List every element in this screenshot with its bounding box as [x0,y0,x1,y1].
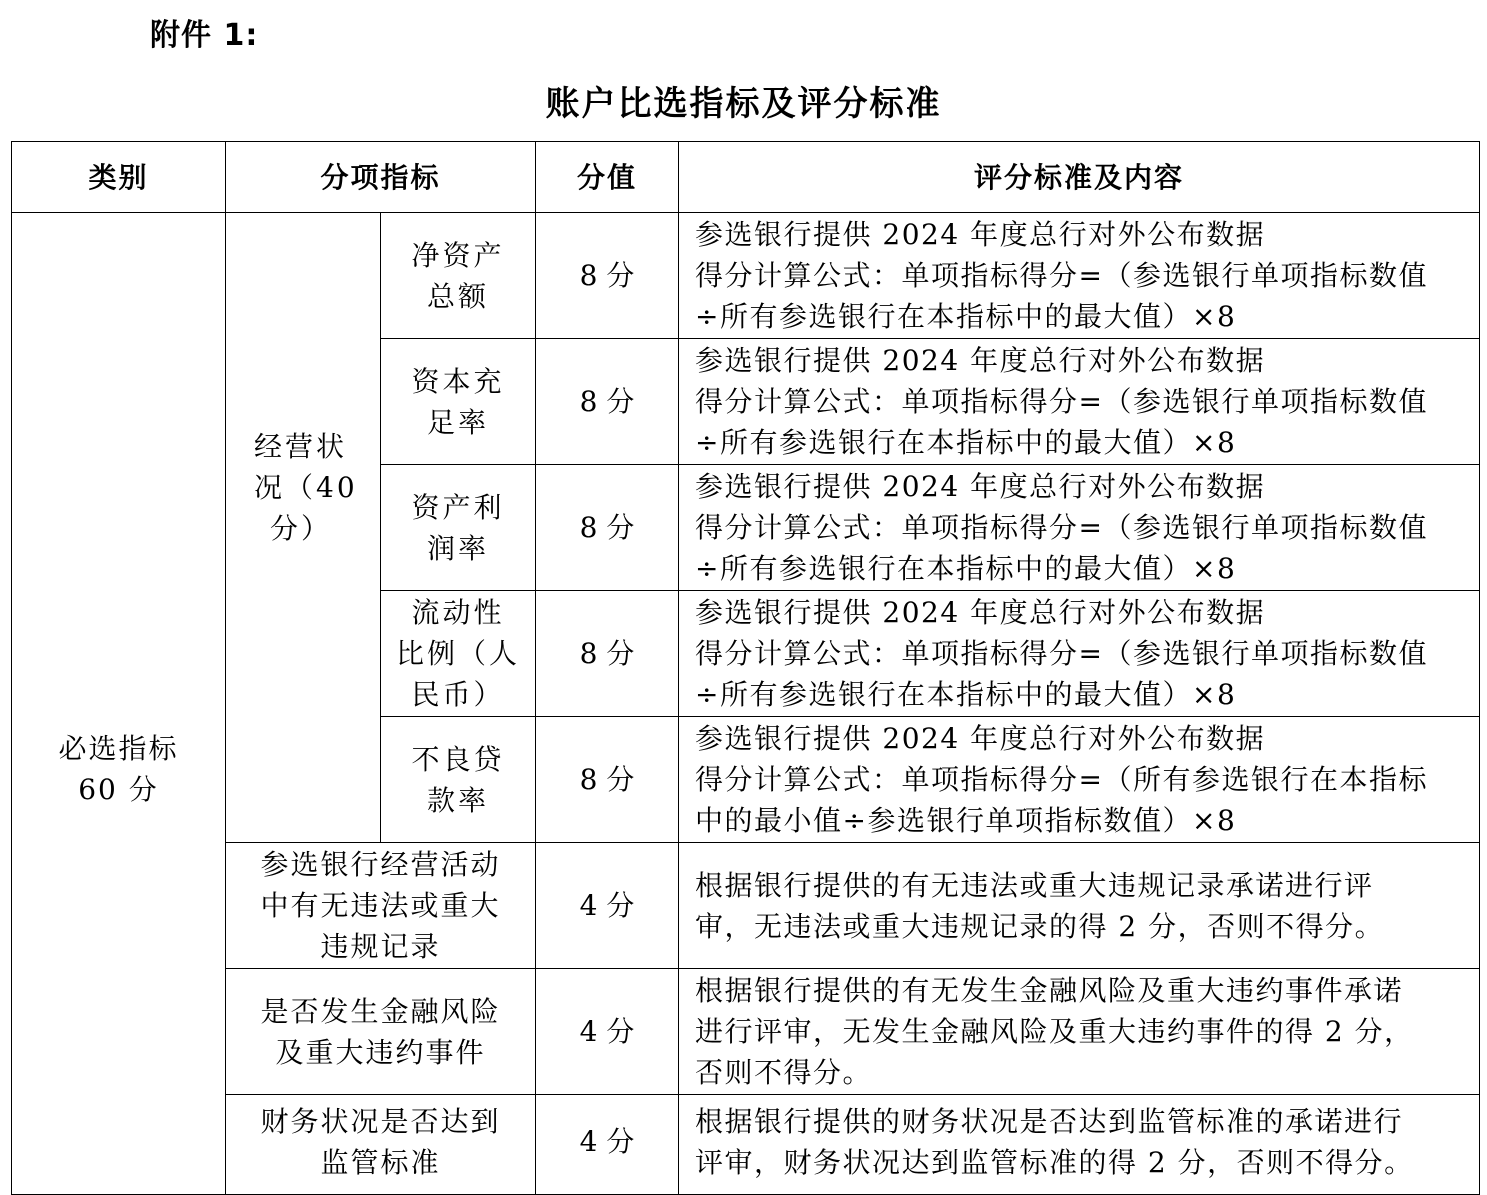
indicator-line: 及重大违约事件 [275,1035,486,1069]
criteria-line: 得分计算公式：单项指标得分=（参选银行单项指标数值 [695,511,1428,544]
header-item: 分项指标 [226,142,536,213]
indicator-line: 润率 [427,531,490,565]
criteria-line: ÷所有参选银行在本指标中的最大值）×8 [695,552,1237,585]
criteria-line: 得分计算公式：单项指标得分=（参选银行单项指标数值 [695,259,1428,292]
score-cell: 4 分 [536,843,679,969]
indicator-cell [381,465,536,591]
indicator-line: 民币） [411,678,505,711]
criteria-line: 审，无违法或重大违规记录的得 2 分，否则不得分。 [695,909,1385,943]
document-title: 账户比选指标及评分标准 [545,84,942,124]
group-line: 况（40 [254,471,358,504]
indicator-line: 是否发生金融风险 [260,994,501,1028]
indicator-line: 中有无违法或重大 [260,889,501,922]
criteria-line: 参选银行提供 2024 年度总行对外公布数据 [695,722,1266,755]
criteria-cell [679,843,1480,969]
criteria-line: 根据银行提供的有无发生金融风险及重大违约事件承诺 [695,974,1404,1007]
criteria-cell [679,969,1480,1095]
criteria-line: 参选银行提供 2024 年度总行对外公布数据 [695,596,1266,629]
score-cell: 8 分 [536,339,679,465]
indicator-cell [381,591,536,717]
indicator-line: 净资产 [411,238,505,272]
indicator-cell [226,969,536,1095]
score-cell: 4 分 [536,969,679,1095]
criteria-line: 参选银行提供 2024 年度总行对外公布数据 [695,344,1266,377]
indicator-line: 参选银行经营活动 [260,848,501,881]
indicator-line: 比例（人 [396,637,521,670]
indicator-cell [381,717,536,843]
score-cell: 8 分 [536,717,679,843]
criteria-line: 根据银行提供的有无违法或重大违规记录承诺进行评 [695,868,1374,902]
criteria-line: 评审，财务状况达到监管标准的得 2 分，否则不得分。 [695,1146,1414,1179]
score-cell: 8 分 [536,591,679,717]
criteria-line: 中的最小值÷参选银行单项指标数值）×8 [695,804,1237,837]
criteria-line: 得分计算公式：单项指标得分=（所有参选银行在本指标 [695,763,1428,796]
indicator-line: 资本充 [411,364,505,398]
annex-label: 附件 1: [150,18,259,53]
score-cell: 8 分 [536,213,679,339]
table-row [12,1095,1480,1195]
criteria-cell [679,591,1480,717]
indicator-line: 财务状况是否达到 [260,1105,501,1138]
criteria-line: 进行评审，无发生金融风险及重大违约事件的得 2 分， [695,1015,1414,1048]
category-line: 必选指标 [58,731,179,765]
criteria-cell [679,465,1480,591]
criteria-line: 得分计算公式：单项指标得分=（参选银行单项指标数值 [695,637,1428,670]
criteria-line: ÷所有参选银行在本指标中的最大值）×8 [695,678,1237,711]
indicator-cell [226,843,536,969]
scoring-table [11,141,1480,1195]
criteria-line: ÷所有参选银行在本指标中的最大值）×8 [695,300,1237,333]
score-cell: 4 分 [536,1095,679,1195]
table-row [12,843,1480,969]
indicator-line: 总额 [427,279,490,313]
criteria-line: 否则不得分。 [695,1056,873,1089]
criteria-line: 得分计算公式：单项指标得分=（参选银行单项指标数值 [695,385,1428,418]
indicator-cell [381,213,536,339]
score-cell: 8 分 [536,465,679,591]
group-cell [226,213,381,843]
criteria-cell [679,717,1480,843]
criteria-cell [679,1095,1480,1195]
header-category: 类别 [12,142,226,213]
indicator-line: 资产利 [411,490,505,524]
indicator-line: 足率 [427,405,490,439]
criteria-cell [679,339,1480,465]
indicator-line: 监管标准 [320,1146,441,1179]
header-criteria: 评分标准及内容 [679,142,1480,213]
criteria-cell [679,213,1480,339]
indicator-cell [226,1095,536,1195]
header-row [12,142,1480,213]
group-line: 经营状 [254,430,348,463]
header-score: 分值 [536,142,679,213]
table-row [12,213,1480,339]
indicator-line: 流动性 [411,596,505,629]
criteria-line: 参选银行提供 2024 年度总行对外公布数据 [695,218,1266,251]
indicator-line: 违规记录 [320,930,441,963]
criteria-line: ÷所有参选银行在本指标中的最大值）×8 [695,426,1237,459]
indicator-line: 不良贷 [411,742,505,776]
group-line: 分） [270,512,333,545]
indicator-cell [381,339,536,465]
indicator-line: 款率 [427,783,490,817]
category-cell [12,213,226,1195]
criteria-line: 根据银行提供的财务状况是否达到监管标准的承诺进行 [695,1105,1404,1138]
category-line: 60 分 [78,772,159,806]
table-row [12,969,1480,1095]
criteria-line: 参选银行提供 2024 年度总行对外公布数据 [695,470,1266,503]
